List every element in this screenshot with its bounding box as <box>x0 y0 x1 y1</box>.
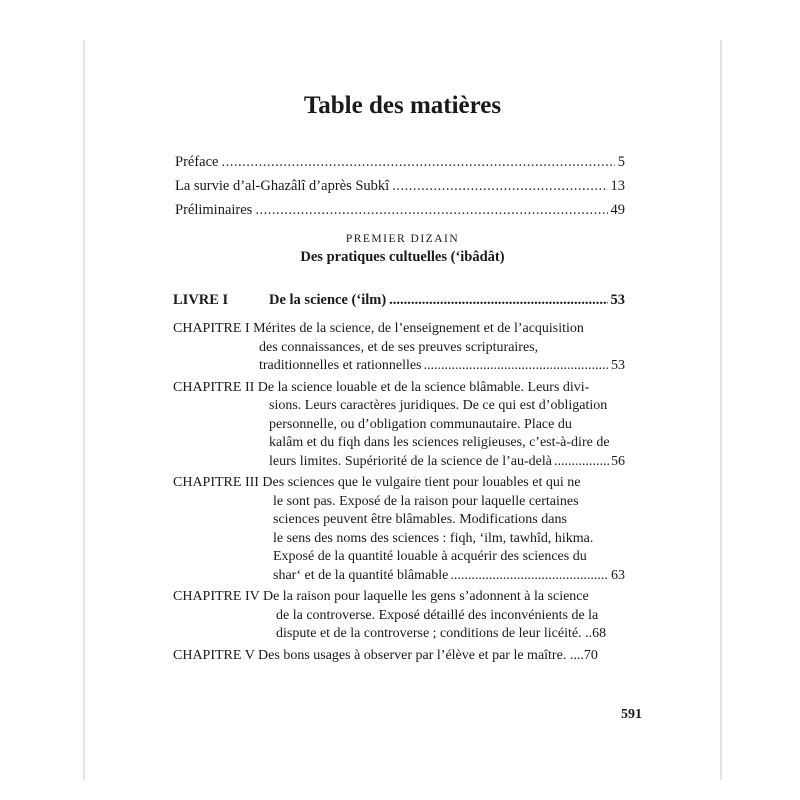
chapter-page: 68 <box>592 626 607 641</box>
chapter-line: CHAPITRE III Des sciences que le vulgaire tient pour louables et qui ne <box>173 475 581 490</box>
book-page <box>83 40 722 780</box>
page-number: 591 <box>621 707 642 722</box>
chapter-page: 70 <box>583 647 598 663</box>
chapter-entry <box>173 588 625 644</box>
chapter-line: sciences peuvent être blâmables. Modifications dans <box>273 512 567 527</box>
chapter-last-line <box>173 453 625 472</box>
prelim-entries <box>175 150 715 222</box>
toc-entry <box>175 174 625 198</box>
chapter-entry <box>173 379 625 472</box>
chapter-line: CHAPITRE II De la science louable et de la science blâmable. Leurs divi- <box>173 379 590 395</box>
leader-dots <box>221 150 614 174</box>
toc-entry <box>175 198 625 222</box>
chapter-line: des connaissances, et de ses preuves scripturaires, <box>259 339 539 355</box>
dizain-heading: PREMIER DIZAIN <box>345 233 460 245</box>
chapter-last-line <box>173 625 625 644</box>
chapter-line: traditionnelles et rationnelles <box>259 358 422 373</box>
chapter-page: 53 <box>611 358 625 373</box>
dizain-subtitle: Des pratiques cultuelles (‘ibâdât) <box>300 249 505 265</box>
chapter-line: kalâm et du fiqh dans les sciences religieuses, c’est-à-dire de <box>269 435 610 450</box>
leader-dots <box>450 567 609 586</box>
livre-label: LIVRE I <box>173 292 229 308</box>
chapter-last-line <box>173 357 625 376</box>
chapter-line: leurs limites. Supériorité de la science de l’au-delà <box>269 453 553 469</box>
chapter-line: personnelle, ou d’obligation communautaire. Place du <box>269 416 572 432</box>
leader-dots <box>255 198 607 222</box>
toc-entry-page: 5 <box>617 154 625 170</box>
chapter-line: sions. Leurs caractères juridiques. De ce qui est d’obligation <box>269 398 608 413</box>
leader-dots <box>554 453 609 472</box>
leader-dots <box>424 357 609 376</box>
toc-entry-label: Préface <box>175 154 219 170</box>
chapter-line: shar‘ et de la quantité blâmable <box>273 567 449 583</box>
toc-entry-page: 13 <box>610 178 625 194</box>
chapter-page: 63 <box>611 567 625 583</box>
toc-entry-label: La survie d’al-Ghazâlî d’après Subkî <box>175 178 390 194</box>
chapter-page: 56 <box>611 453 625 469</box>
section-heading <box>85 233 720 266</box>
toc-entry <box>175 150 625 174</box>
chapter-line: CHAPITRE I Mérites de la science, de l’enseignement et de l’acquisition <box>173 321 584 336</box>
chapter-line: CHAPITRE V Des bons usages à observer par l’élève et par le maître. .... <box>173 647 584 663</box>
chapter-last-line <box>173 567 625 586</box>
chapter-entry <box>173 474 625 585</box>
chapter-entry <box>173 320 625 376</box>
livre-title: De la science (‘ilm) <box>269 292 387 308</box>
leader-dots <box>389 292 607 309</box>
chapter-line: dispute et de la controverse ; conditions de leur licéité. .. <box>276 626 593 641</box>
toc-entry-label: Préliminaires <box>175 202 253 218</box>
livre-page: 53 <box>610 292 625 308</box>
livre-entry <box>173 292 625 309</box>
chapter-entry <box>173 647 625 666</box>
chapter-list <box>173 320 625 668</box>
chapter-line: CHAPITRE IV De la raison pour laquelle les gens s’adonnent à la science <box>173 589 589 604</box>
chapter-line: le sens des noms des sciences : fiqh, ‘ilm, tawhîd, hikma. <box>273 530 594 546</box>
chapter-last-line <box>173 647 625 666</box>
leader-dots <box>392 174 607 198</box>
toc-entry-page: 49 <box>610 202 625 218</box>
page-title: Table des matières <box>303 92 502 119</box>
chapter-line: le sont pas. Exposé de la raison pour laquelle certaines <box>273 493 579 509</box>
chapter-line: Exposé de la quantité louable à acquérir des sciences du <box>273 549 587 564</box>
chapter-line: de la controverse. Exposé détaillé des inconvénients de la <box>276 607 599 623</box>
